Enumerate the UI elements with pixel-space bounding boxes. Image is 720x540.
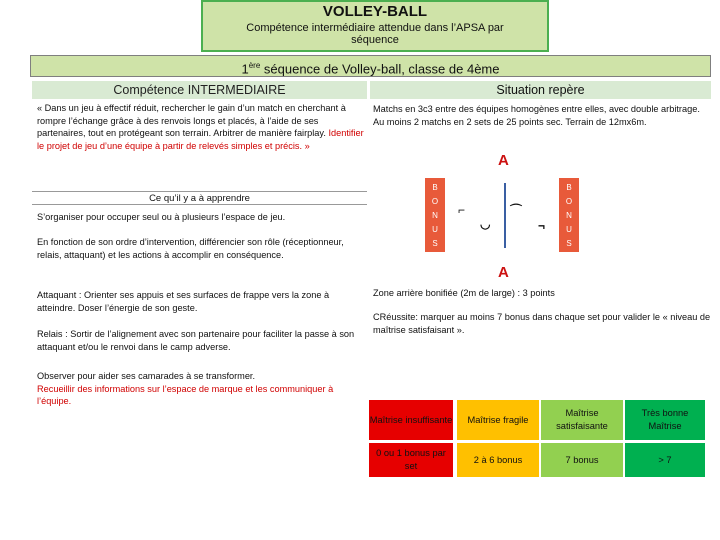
value-insuffisante: 0 ou 1 bonus par set [369, 443, 453, 477]
page-title: VOLLEY-BALL [322, 3, 428, 20]
learn-p2: En fonction de son ordre d’intervention, différencier son rôle (réceptionneur, relais, attaquant) et les actions à accomplir en conséquence. [37, 237, 344, 260]
value-tres-bonne: > 7 [625, 443, 705, 477]
player-mark: ◡ [480, 217, 491, 231]
page-subtitle: Compétence intermédiaire attendue dans l’APSA par séquence [246, 22, 504, 46]
learn-p4: Relais : Sortir de l’alignement avec son partenaire pour faciliter la passe à son attaquant et/ou le renvoi dans le camp adverse. [37, 329, 355, 352]
player-mark: ⌐ [458, 203, 466, 217]
bonus-letter: B [566, 183, 572, 192]
bonus-letter: S [432, 239, 438, 248]
reussite-text: CRéussite: marquer au moins 7 bonus dans chaque set pour valider le « niveau de maîtrise satisfaisant ». [373, 312, 711, 335]
situation-heading: Situation repère [370, 81, 711, 99]
learn-p5 [37, 370, 367, 408]
learn-heading: Ce qu’il y a à apprendre [32, 191, 367, 205]
learn-p5-black: Observer pour aider ses camarades à se transformer. [37, 371, 256, 381]
bonus-zone-right [559, 178, 579, 252]
value-fragile: 2 à 6 bonus [457, 443, 539, 477]
band-suffix: séquence de Volley-ball, classe de 4ème [260, 61, 500, 77]
learn-p3: Attaquant : Orienter ses appuis et ses surfaces de frappe vers la zone à atteindre. Doser l’énergie de son geste. [37, 290, 330, 313]
bonus-letter: U [566, 225, 572, 234]
sequence-band [30, 55, 711, 77]
situation-text: Matchs en 3c3 entre des équipes homogènes entre elles, avec double arbitrage. Au moins 2 matchs en 2 sets de 25 points sec. Terrain de 12mx6m. [373, 104, 700, 127]
competence-heading: Compétence INTERMEDIAIRE [32, 81, 367, 99]
bonus-letter: B [432, 183, 438, 192]
player-mark: ¬ [538, 219, 546, 233]
learn-p5-red: Recueillir des informations sur l’espace de marque et les communiquer à l’équipe. [37, 383, 334, 406]
bonus-letter: N [432, 211, 438, 220]
title-box [201, 0, 549, 52]
bonus-letter: U [432, 225, 438, 234]
bonus-letter: S [566, 239, 572, 248]
volley-court [450, 183, 559, 248]
bonus-zone-left [425, 178, 445, 252]
zone-text: Zone arrière bonifiée (2m de large) : 3 points [373, 288, 555, 298]
court-label-top: A [498, 152, 509, 169]
value-satisfaisante: 7 bonus [541, 443, 623, 477]
band-prefix: 1 [241, 61, 249, 77]
band-sup: ère [248, 61, 261, 70]
player-mark: ⌒ [510, 203, 523, 217]
competence-text [37, 102, 367, 152]
level-fragile: Maîtrise fragile [457, 400, 539, 440]
bonus-letter: N [566, 211, 572, 220]
bonus-letter: O [565, 197, 573, 206]
court-label-bottom: A [498, 264, 509, 281]
bonus-letter: O [431, 197, 439, 206]
level-insuffisante: Maîtrise insuffisante [369, 400, 453, 440]
competence-black: « Dans un jeu à effectif réduit, rechercher le gain d’un match en cherchant à rompre l’échange grâce à des renvois longs et placés, à l’aide de ses partenaires, tout en protégeant son terrain. Arbitrer de manière fairplay. [37, 103, 346, 138]
level-tres-bonne: Très bonne Maîtrise [625, 400, 705, 440]
learn-p1: S’organiser pour occuper seul ou à plusieurs l’espace de jeu. [37, 212, 286, 222]
level-satisfaisante: Maîtrise satisfaisante [541, 400, 623, 440]
competence-red: Identifier le projet de jeu d’une équipe à partir de relevés simples et précis. » [37, 128, 364, 151]
